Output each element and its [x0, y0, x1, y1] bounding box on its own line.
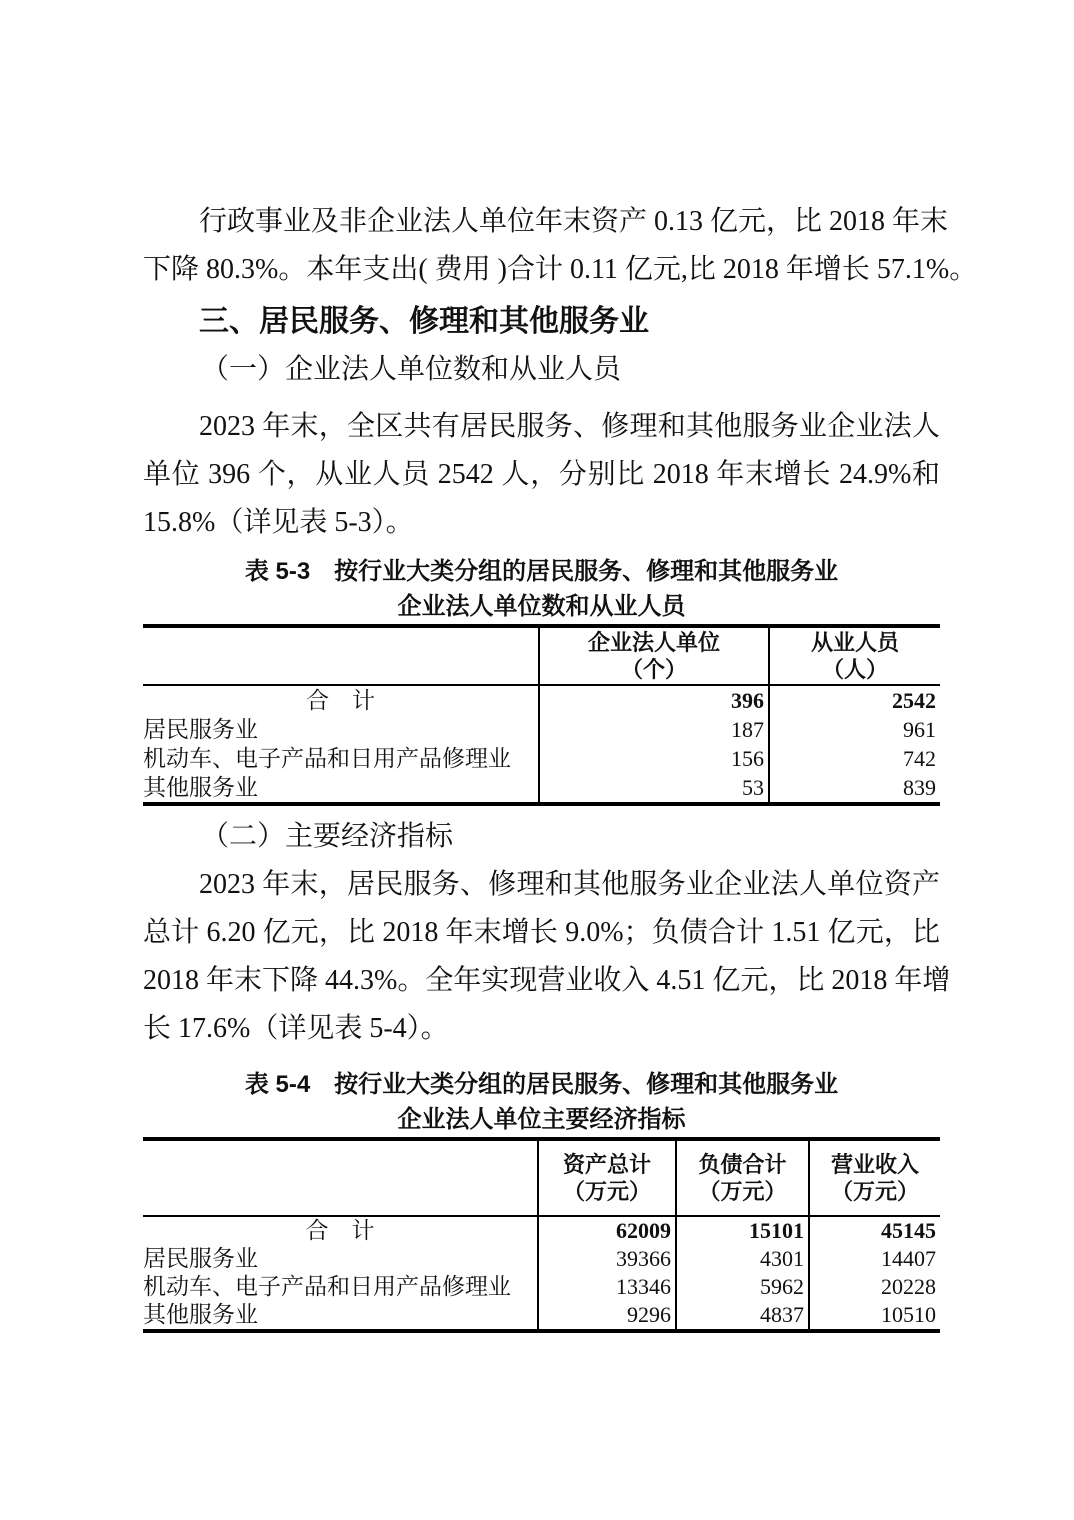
paragraph-units-employees	[143, 403, 940, 547]
row-value: 187	[540, 715, 770, 744]
subheading-economic-indicators: （二）主要经济指标	[201, 821, 454, 852]
header-text: 资产总计	[562, 1152, 651, 1177]
row-value: 4301	[677, 1245, 810, 1273]
row-value: 2542	[892, 688, 936, 713]
paragraph-line: 长 17.6%（详见表 5-4）。	[143, 1013, 449, 1044]
row-value: 20228	[881, 1274, 936, 1299]
table-5-4-title-line2: 企业法人单位主要经济指标	[397, 1106, 686, 1133]
row-label: 居民服务业	[143, 715, 540, 744]
row-label: 合 计	[143, 1217, 539, 1245]
row-value: 742	[903, 746, 936, 771]
table-5-3-header-row	[143, 628, 940, 686]
table-5-3-title	[143, 554, 940, 624]
paragraph-admin-units	[143, 198, 978, 294]
paragraph-line: 单位 396 个，从业人员 2542 人，分别比 2018 年末增长 24.9%和	[143, 459, 940, 490]
table-5-4-header-revenue	[810, 1141, 940, 1215]
row-label: 其他服务业	[143, 1301, 539, 1329]
table-row	[143, 1245, 940, 1273]
subheading-units-employees: （一）企业法人单位数和从业人员	[201, 354, 622, 385]
page-content	[143, 0, 978, 1333]
table-row	[143, 773, 940, 802]
table-5-3	[143, 624, 940, 806]
header-text: 企业法人单位	[587, 630, 720, 655]
row-value: 5962	[677, 1273, 810, 1301]
header-text: 负债合计	[698, 1152, 787, 1177]
row-value: 39366	[539, 1245, 677, 1273]
paragraph-line: 15.8%（详见表 5-3）。	[143, 507, 414, 538]
header-unit: （万元）	[562, 1179, 651, 1204]
paragraph-line: 2018 年末下降 44.3%。全年实现营业收入 4.51 亿元，比 2018 年增	[143, 965, 951, 996]
table-row	[143, 715, 940, 744]
table-5-3-header-persons	[770, 628, 940, 684]
paragraph-economic-indicators	[143, 861, 951, 1053]
row-label: 合 计	[143, 686, 540, 715]
header-unit: （万元）	[698, 1179, 787, 1204]
row-value: 396	[540, 686, 770, 715]
row-value: 961	[903, 717, 936, 742]
table-row	[143, 744, 940, 773]
table-row	[143, 1301, 940, 1329]
table-5-4-header-stub	[143, 1141, 539, 1215]
row-value: 15101	[677, 1217, 810, 1245]
header-text: 营业收入	[830, 1152, 919, 1177]
row-label: 其他服务业	[143, 773, 540, 802]
paragraph-line: 2023 年末，居民服务、修理和其他服务业企业法人单位资产	[199, 869, 940, 900]
table-row	[143, 686, 940, 715]
table-5-3-header-units	[540, 628, 770, 684]
header-unit: （万元）	[830, 1179, 919, 1204]
header-unit: （个）	[620, 657, 687, 682]
paragraph-line: 下降 80.3%。本年支出( 费用 )合计 0.11 亿元,比 2018 年增长 57.1%。	[143, 254, 978, 285]
row-value: 156	[540, 744, 770, 773]
table-5-3-header-stub	[143, 628, 540, 684]
table-5-4-title	[143, 1067, 940, 1137]
row-label: 机动车、电子产品和日用产品修理业	[143, 744, 540, 773]
row-value: 14407	[881, 1246, 936, 1271]
paragraph-line: 2023 年末，全区共有居民服务、修理和其他服务业企业法人	[199, 411, 940, 442]
section-heading-3: 三、居民服务、修理和其他服务业	[199, 305, 649, 338]
paragraph-line: 总计 6.20 亿元，比 2018 年末增长 9.0%；负债合计 1.51 亿元，比	[143, 917, 940, 948]
table-5-4	[143, 1137, 940, 1333]
row-value: 4837	[677, 1301, 810, 1329]
row-value: 13346	[539, 1273, 677, 1301]
table-row	[143, 1273, 940, 1301]
table-5-4-header-liabilities	[677, 1141, 810, 1215]
row-label: 居民服务业	[143, 1245, 539, 1273]
table-5-4-title-line1: 表 5-4 按行业大类分组的居民服务、修理和其他服务业	[244, 1071, 839, 1098]
table-5-3-title-line1: 表 5-3 按行业大类分组的居民服务、修理和其他服务业	[244, 558, 839, 585]
row-value: 839	[903, 775, 936, 800]
table-5-4-header-row	[143, 1141, 940, 1217]
table-5-4-header-assets	[539, 1141, 677, 1215]
header-unit: （人）	[821, 657, 888, 682]
table-row	[143, 1217, 940, 1245]
row-value: 62009	[539, 1217, 677, 1245]
row-value: 9296	[539, 1301, 677, 1329]
header-text: 从业人员	[810, 630, 899, 655]
paragraph-line: 行政事业及非企业法人单位年末资产 0.13 亿元，比 2018 年末	[199, 206, 949, 237]
row-label: 机动车、电子产品和日用产品修理业	[143, 1273, 539, 1301]
row-value: 45145	[881, 1218, 936, 1243]
row-value: 10510	[881, 1302, 936, 1327]
table-5-3-title-line2: 企业法人单位数和从业人员	[397, 593, 686, 620]
row-value: 53	[540, 773, 770, 802]
